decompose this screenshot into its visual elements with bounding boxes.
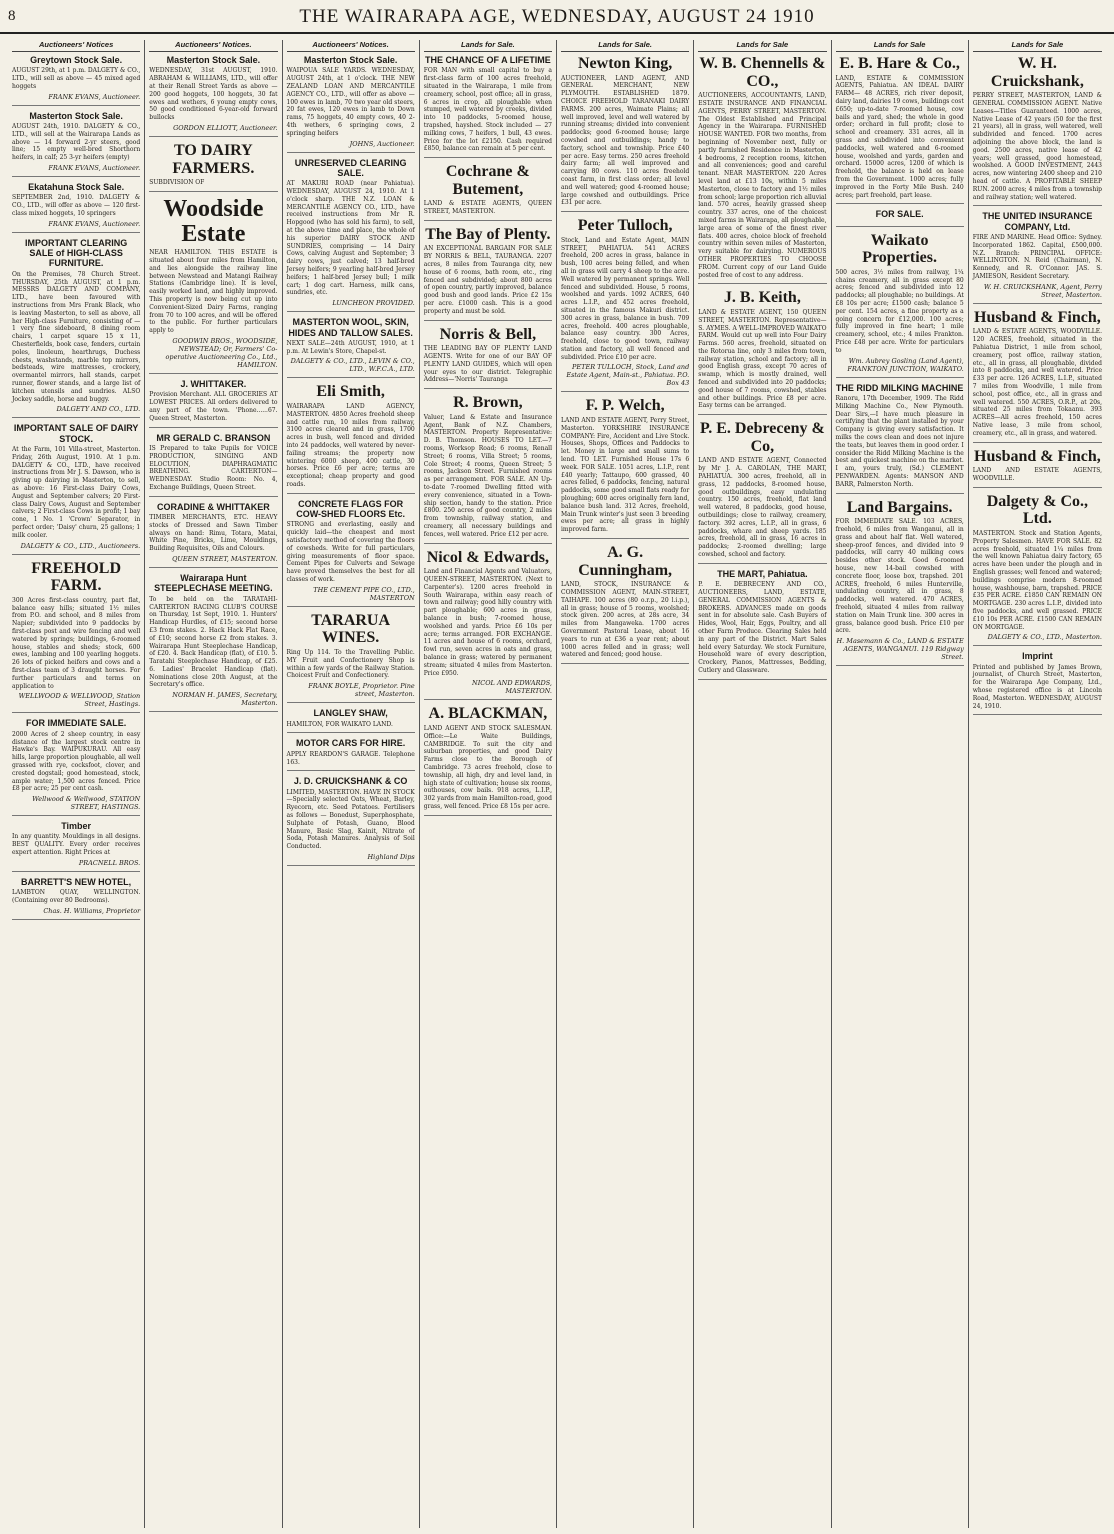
ad-signature: GOODWIN BROS., WOODSIDE, NEWSTEAD; Or, Farmers' Co-operative Auctioneering Co., Ltd., HAMILTON. bbox=[165, 337, 278, 370]
ad-heading: The Bay of Plenty. bbox=[425, 225, 551, 243]
ad-body: LAND, ESTATE & COMMISSION AGENTS, Pahiatua. AN IDEAL DAIRY FARM— 48 ACRES, rich river deposit, dairy land, dairies 19 cows, buildings cost £650; up-to-date 7-roomed house, cow bails and yard, shed; the whole in good order; orchard in full profit; close to school and creamery. 331 acres, all in grass and subdivided into convenient paddocks, well watered and 6-roomed house, woolshed and yards, garden and orchard. 15000 acres, 1200 of which is freehold, the balance is held on lease from the Government. 1000 acres; fully improved in the Forty Mile Bush. 240 acres; part freehold, part lease. bbox=[835, 74, 964, 199]
ad-body: SEPTEMBER 2nd, 1910. DALGETY & CO., LTD., will offer as above — 120 first-class mixed hoggets, 10 springers bbox=[12, 194, 141, 217]
ad-body: 2000 Acres of 2 sheep country, in easy distance of the largest stock centre in Hawke's Bay. WAIPUKURAU. All easy hills, large proportion ploughable, all well grassed with rye, cocksfoot, clover, and crested dogstail; good homestead, stock, ample water; 1,500 acres fenced. Price £8 per acre; 25 per cent cash. bbox=[12, 730, 141, 793]
ad-heading: Masterton Stock Sale. bbox=[166, 55, 261, 65]
ad-body: STRONG and everlasting, easily and quickly laid—the cheapest and most satisfactory method of covering the floors of cowsheds. Write for full particulars, giving measurements of floor space. Cement Pipes for Culverts and Sewage have proved themselves the best for all classes of work. bbox=[286, 521, 415, 584]
ad-signature: FRANK EVANS, Auctioneer. bbox=[48, 219, 141, 228]
ad-body: LAND, STOCK, INSURANCE & COMMISSION AGENT, MAIN-STREET, TAIHAPE. 100 acres (80 o.r.p., 20 l.i.p.), all in grass; house of 5 rooms, woolshed; stock given. 200 acres, at 28s acre, 34 miles from Mangaweka. 1700 acres Government Pastoral Lease, about 16 years to run at £36 a year rent; about 1000 acres felled and in grass; well watered and fenced; good house. bbox=[561, 581, 690, 659]
ad-signature: H. Masemann & Co., LAND & ESTATE AGENTS, WANGANUI. 119 Ridgway Street. bbox=[836, 637, 964, 662]
newspaper-columns bbox=[8, 40, 1106, 1528]
newspaper-title: THE WAIRARAPA AGE, WEDNESDAY, AUGUST 24 1910 bbox=[299, 6, 815, 27]
ad-heading: J. B. Keith, bbox=[723, 289, 801, 307]
advertisement bbox=[287, 499, 415, 607]
ad-body: FOR MAN with small capital to buy a first-class farm of 100 acres freehold, situated in the Wairarapa, 1 mile from creamery, school, post office; all in grass, 6 acres in crop, all ploughable when stumped, well watered by creeks, divided into 10 paddocks, 5-roomed house, trapshed, hayshed. Stock included — 27 milking cows, 7 heifers, 1 bull, 43 ewes. Price for the lot £2150. Cash required £850, balance can remain at 5 per cent. bbox=[423, 67, 552, 153]
advertisement bbox=[12, 55, 140, 106]
advertisement bbox=[561, 397, 689, 539]
ad-heading: Woodside Estate bbox=[163, 195, 264, 248]
ad-heading: A. BLACKMAN, bbox=[428, 705, 548, 723]
ad-body: LAND AND ESTATE AGENTS, WOODVILLE. bbox=[972, 467, 1102, 482]
ad-signature: Chas. H. Williams, Proprietor bbox=[43, 906, 141, 915]
ad-signature: LUNCHEON PROVIDED. bbox=[332, 299, 415, 308]
advertisement bbox=[149, 502, 277, 568]
advertisement bbox=[287, 708, 415, 733]
ad-heading: Dalgety & Co., Ltd. bbox=[986, 492, 1089, 528]
ad-body: AN EXCEPTIONAL BARGAIN FOR SALE BY NORRIS & BELL, TAURANGA. 2207 acres, 8 miles from Tauranga city, new house of 6 rooms, bath room, etc., ring fenced and subdivided; about 800 acres of open country, partly improved, balance good bush and good lands. Price £2 15s per acre. £1000 cash. This is a good property and must be sold. bbox=[423, 245, 552, 315]
column-header: Lands for Sale bbox=[698, 40, 826, 52]
ad-body: On the Premises, 78 Church Street. THURSDAY, 25th AUGUST, at 1 p.m. MESSRS DALGETY AND COMPANY, LTD., have been favoured with instructions from Mrs Frank Black, who is leaving Masterton, to sell as above, all her High-class Furniture, consisting of — 1 very fine sideboard, 8 dining room chairs, 1 carpet square 15 x 11, Chesterfields, book case, fenders, curtain poles, linoleum, hearthrugs, Duchess chests, washstands, marble top mirrors, bedsteads, wire mattresses, crockery, overmantel mirrors, hall stands, carpet runner, flower stands, and a large list of kitchen utensils and sundries. ALSO Jockey saddle, horse and buggy. bbox=[12, 270, 141, 403]
advertisement bbox=[973, 651, 1102, 715]
ad-signature: THE CEMENT PIPE CO., LTD., MASTERTON bbox=[313, 585, 415, 602]
ad-body: AT MAKURI ROAD (near Pahiatua). WEDNESDAY, AUGUST 24, 1910. At 1 o'clock sharp. THE N.Z. LOAN & MERCANTILE AGENCY CO., LTD., have received instructions from Mr R. Hopgood (who has sold his farm), to sell, at the above time and place, the whole of his superior DAIRY STOCK AND SUNDRIES, comprising — 14 Dairy Cows, calving August and September; 3 dairy cows, just calved; 13 half-bred Jersey heifers; 9 yearling half-bred Jersey heifers; 1 half-bred Jersey bull; 1 milk cart; 1 dog cart. Harness, milk cans, sundries, etc. bbox=[286, 180, 415, 297]
ad-heading: THE CHANCE OF A LIFETIME bbox=[424, 55, 551, 65]
advertisement bbox=[12, 821, 140, 872]
ad-body: Printed and published by James Brown, journalist, of Church Street, Masterton, for the Wairarapa Age Company, Ltd., whose registered office is at Lincoln Road, Masterton. WEDNESDAY, AUGUST 24, 1910. bbox=[972, 663, 1102, 710]
ad-signature: W. H. CRUICKSHANK, Agent, Perry Street, Masterton. bbox=[983, 282, 1102, 299]
ad-body: At the Farm, 101 Villa-street, Masterton. Friday, 26th August, 1910. At 1 p.m. DALGETY & CO., LTD., have received instructions from Mr J. S. Dawson, who is giving up dairying in Masterton, to sell, as above: 16 First-class Dairy Cows, August and September calvers; 20 First-class Dairy Cows, August and September calvers; 2 First-class Cows in profit; 1 bay cone, 1 No. 1 'Crown' Separator, in perfect order; 'Daisy' churn, 25 gallons; 1 milk cooler. bbox=[12, 446, 141, 539]
column-header: Auctioneers' Notices bbox=[12, 40, 140, 52]
ad-heading: Waikato Properties. bbox=[862, 231, 938, 267]
advertisement bbox=[12, 423, 140, 554]
ad-body: Provision Merchant. ALL GROCERIES AT LOWEST PRICES. All orders delivered to any part of the town. 'Phone......67. Queen Street, Masterton. bbox=[149, 391, 278, 422]
ad-signature: QUEEN STREET, MASTERTON. bbox=[172, 555, 278, 564]
ad-signature: FRANK EVANS, Auctioneer. bbox=[48, 164, 141, 173]
ad-body: P. E. DEBRECENY AND CO., AUCTIONEERS, LAND, ESTATE, GENERAL COMMISSION AGENTS & BROKERS. ADVANCES made on goods sent in for absolute sale. Cash Buyers of Hides, Wool, Hair, Eggs, Poultry, and all other Farm Produce. Clearing Sales held in any part of the District. Mart Sales held every Saturday. We stock Furniture, Household ware of every description, Crockery, Pianos, Mattresses, Bedding, Cutlery and Glassware. bbox=[698, 581, 827, 674]
ad-body: NEXT SALE—24th AUGUST, 1910, at 1 p.m. At Lewin's Store, Chapel-st. bbox=[286, 339, 415, 355]
advertisement bbox=[287, 383, 415, 493]
ad-heading: E. B. Hare & Co., bbox=[839, 55, 960, 72]
ad-signature: Wellwood & Wellwood, STATION STREET, HASTINGS. bbox=[32, 795, 141, 812]
advertisement bbox=[287, 738, 415, 771]
advertisement bbox=[12, 182, 140, 233]
column-1 bbox=[8, 40, 145, 1528]
ad-heading: THE UNITED INSURANCE COMPANY, Ltd. bbox=[982, 211, 1093, 232]
ad-heading: Greytown Stock Sale. bbox=[30, 55, 123, 65]
ad-signature: DALGETY & CO., LTD., Auctioneers. bbox=[20, 541, 141, 550]
ad-heading: Nicol & Edwards, bbox=[426, 548, 549, 566]
ad-signature: DALGETY & CO., LTD., LEVIN & CO., LTD., W.F.C.A., LTD. bbox=[290, 357, 415, 374]
ad-signature: GORDON ELLIOTT, Auctioneer. bbox=[173, 123, 278, 132]
ad-body: THE LEADING BAY OF PLENTY LAND AGENTS. Write for one of our BAY OF PLENTY LAND GUIDES, which will open your eyes to our district. Telegraphic Address—'Norris' Tauranga bbox=[423, 345, 552, 384]
ad-body: AUCTIONEER, LAND AGENT, AND GENERAL MERCHANT, NEW PLYMOUTH. ESTABLISHED 1879. CHOICE FREEHOLD TARANAKI DAIRY FARMS. 200 acres, Waimate Plains; all well improved, level and well watered by running streams; divided into convenient paddocks; good 6-roomed house; large cowshed and outbuildings; handy to factory, school and township. Price £40 per acre. Easy terms. 250 acres freehold dairy farm; all well improved and carrying 80 cows. 110 acres freehold coast farm, in first class order; all level and well watered; good 4-roomed house; large cowshed and outbuildings. Price £31 per acre. bbox=[561, 74, 690, 207]
ad-heading: P. E. Debreceny & Co, bbox=[699, 420, 825, 455]
ad-body: In any quantity. Mouldings in all designs. BEST QUALITY. Every order receives expert attention. Right Prices at bbox=[12, 833, 141, 857]
ad-body: Valuer, Land & Estate and Insurance Agent, Bank of N.Z. Chambers, MASTERTON. Property Representative: D. B. Thomson. HOUSES TO LET.—7 rooms, Worksop Road; 6 rooms, Renall Street; 6 rooms, Villa Street; 5 rooms, Cole Street; 4 rooms, Queen Street; 5 rooms, Jackson Street. Furnished rooms as per arrangement. FOR SALE. AN Up-to-date 7-roomed Dwelling fitted with every convenience, situated in a Town-ship section, handy to the station. Price £800. 250 acres of good country, 2 miles from township, railway station, and creamery, all necessary buildings and fences, well watered. Price £12 per acre. bbox=[423, 413, 552, 538]
ad-heading: LANGLEY SHAW, bbox=[313, 708, 388, 719]
advertisement bbox=[561, 55, 689, 212]
ad-heading: J. D. CRUICKSHANK & CO bbox=[293, 776, 408, 787]
column-header: Lands for Sale. bbox=[561, 40, 689, 52]
advertisement bbox=[836, 499, 964, 667]
ad-heading: THE MART, Pahiatua. bbox=[717, 568, 808, 579]
advertisement bbox=[836, 232, 964, 378]
ad-heading: BARRETT'S NEW HOTEL, bbox=[21, 876, 132, 887]
column-header: Auctioneers' Notices. bbox=[149, 40, 277, 52]
ad-body: Stock, Land and Estate Agent, MAIN STREET, PAHIATUA. 541 ACRES freehold, 200 acres in grass, balance in bush, 100 acres being felled, and when all in grass will carry 4 sheep to the acre. Well watered by permanent springs. Well fenced and subdivided. House, 5 rooms, woolshed and yards. 1092 ACRES, 640 acres L.I.P., and 452 acres freehold, situated in the famous Makuri district. 300 acres in grass, balance in bush. 709 acres, freehold. 400 acres ploughable, balance easy country. 300 Acres, freehold, close to good town, railway station and factory, all well fenced and subdivided. Price £10 per acre. bbox=[561, 236, 690, 361]
ad-body: NEAR HAMILTON. THIS ESTATE is situated about four miles from Hamilton, and lies alongside the railway line between Newstead and Matangi Railway Stations (Cambridge line). It is level, easily worked land, and highly improved. This property is now being cut up into Convenient-Sized Dairy Farms, ranging from 70 to 100 acres, and will be offered to the public. For further particulars apply to bbox=[149, 249, 278, 335]
ad-signature: NICOL AND EDWARDS, MASTERTON. bbox=[472, 679, 552, 696]
ad-body: WAIRARAPA LAND AGENCY, MASTERTON. 4850 Acres freehold sheep and cattle run, 10 miles from railway, 3100 acres cleared and in grass, 1700 acres in bush, well fenced and divided into 24 paddocks, well watered by never-failing streams; the property now wintering 6000 sheep, 400 cattle, 30 horses. Price £6 per acre; terms are exceptional; cheap property and good roads. bbox=[286, 403, 415, 488]
ad-body: MASTERTON. Stock and Station Agents, Property Salesmen. HAVE FOR SALE. 82 acres freehold, situated 1¼ miles from the well known Pahiatua dairy factory, 65 acres have been under the plough and in English grasses; well fenced and watered; buildings comprise modern 8-roomed house, washhouse, barn, trapshed. PRICE £35 PER ACRE. £1850 CAN REMAIN ON MORTGAGE. 230 acres L.I.P., divided into five paddocks, and well grassed. PRICE £10 10s PER ACRE. £1500 CAN REMAIN ON MORTGAGE. bbox=[972, 529, 1102, 631]
ad-signature: PETER TULLOCH, Stock, Land and Estate Agent, Main-st., Pahiatua. P.O. Box 43 bbox=[566, 363, 690, 388]
ad-signature: NORMAN H. JAMES, Secretary, Masterton. bbox=[172, 691, 278, 708]
advertisement bbox=[424, 226, 552, 321]
ad-body: SUBDIVISION OF bbox=[149, 179, 205, 187]
advertisement bbox=[287, 55, 415, 153]
advertisement bbox=[287, 158, 415, 313]
advertisement bbox=[149, 433, 277, 497]
ad-heading: Ekatahuna Stock Sale. bbox=[28, 182, 125, 193]
advertisement bbox=[698, 569, 826, 680]
advertisement bbox=[12, 560, 140, 714]
advertisement bbox=[424, 394, 552, 543]
column-8 bbox=[969, 40, 1106, 1528]
ad-signature: FRANK EVANS, Auctioneer. bbox=[48, 92, 141, 101]
ad-body: HAMILTON, FOR WAIKATO LAND. bbox=[286, 720, 393, 728]
advertisement bbox=[424, 326, 552, 390]
ad-heading: J. WHITTAKER. bbox=[180, 379, 247, 390]
advertisement bbox=[149, 379, 277, 428]
column-header: Lands for Sale bbox=[973, 40, 1102, 52]
ad-body: LAMBTON QUAY, WELLINGTON. (Containing over 80 Bedrooms). bbox=[12, 889, 141, 904]
advertisement bbox=[973, 55, 1102, 206]
ad-body: LIMITED, MASTERTON. HAVE IN STOCK—Specially selected Oats, Wheat, Barley, Ryecorn, etc. Seed Potatoes. Fertilisers as follows — Bonedust, Superphosphate, Sulphate of Potash, Guano, Blood Manure, Basic Slag, Kainit, Nitrate of Soda, Potash Manures. Analysis of Soil Conducted. bbox=[286, 788, 415, 851]
advertisement bbox=[424, 705, 552, 815]
advertisement bbox=[836, 55, 964, 204]
ad-heading: FOR IMMEDIATE SALE. bbox=[25, 718, 127, 729]
advertisement bbox=[561, 544, 689, 664]
ad-signature: JOHNS, Auctioneer. bbox=[349, 139, 415, 148]
column-5 bbox=[557, 40, 694, 1528]
column-header: Lands for Sale bbox=[836, 40, 964, 52]
ad-signature: Highland Dips bbox=[367, 853, 415, 862]
ad-body: Ranoru, 17th December, 1909. The Ridd Milking Machine Co., New Plymouth. Dear Sirs,—I have much pleasure in certifying that the plant installed by your Company is giving every satisfaction. It milks the cows clean and does not injure the teats, but leaves them in good order. I consider the Ridd Milking Machine is the best and quickest machine on the market. I am, yours truly, (Sd.) CLEMENT PENWARDEN. Agents: MANSON AND BARR, Palmerston North. bbox=[835, 394, 964, 488]
ad-signature: FRANK BOYLE, Proprietor. Pine street, Masterton. bbox=[308, 682, 415, 699]
ad-signature: DALGETY AND CO., LTD. bbox=[56, 405, 141, 414]
advertisement bbox=[698, 55, 826, 284]
ad-heading: Timber bbox=[61, 821, 92, 832]
advertisement bbox=[836, 209, 964, 226]
ad-signature: DALGETY & CO., LTD., Masterton. bbox=[987, 633, 1102, 642]
ad-heading: F. P. Welch, bbox=[585, 397, 665, 415]
advertisement bbox=[149, 197, 277, 374]
ad-heading: CORADINE & WHITTAKER bbox=[156, 501, 270, 512]
ad-body: FOR IMMEDIATE SALE. 103 ACRES, freehold, 6 miles from Wanganui, all in grass and about half flat. Well watered, sheep-proof fences, and divided into 9 paddocks, will carry 40 milking cows besides other stock. Good 6-roomed house, new 14-bail cowshed with concrete floor, loose box, trapshed. 201 ACRES, freehold, 6 miles Hunterville, undulating country, all in grass, 8 paddocks, well watered. 470 ACRES, freehold, situated 4 miles from railway station on Main Trunk line. 300 acres in grass, balance good bush. Price £10 per acre. bbox=[835, 518, 964, 635]
advertisement bbox=[12, 877, 140, 920]
advertisement bbox=[287, 612, 415, 703]
ad-heading: UNRESERVED CLEARING SALE. bbox=[294, 157, 407, 178]
advertisement bbox=[973, 211, 1102, 303]
ad-heading: Masterton Stock Sale. bbox=[303, 55, 398, 65]
ad-heading: W. H. Cruickshank, bbox=[990, 55, 1084, 90]
advertisement bbox=[149, 55, 277, 137]
ad-body: 500 acres, 3½ miles from railway, 1¼ chains creamery, all in grass except 80 acres; fenced and subdivided into 12 paddocks; all ploughable; no buildings. At £8 10s per acre; £1500 cash; balance 5 per cent. 154 acres, a fine property as a going concern for £12,000. 100 acres; fully improved in fine heart; 1 mile creamery, school, etc.; 4 miles Frankton. Price £48 per acre. Write for particulars to bbox=[835, 268, 964, 354]
ad-body: AUCTIONEERS, ACCOUNTANTS, LAND, ESTATE INSURANCE AND FINANCIAL AGENTS, PERRY STREET, MASTERTON. The Oldest Established and Principal Agency in the Wairarapa. FURNISHED HOUSE WANTED. FOR two months, from beginning of November next, fully or partly furnished Residence in Masterton, 4 bedrooms, 2 reception rooms, kitchen and all conveniences; good and careful tenant. NEAR MASTERTON. 220 Acres level land at £13 10s, within 5 miles Masterton, close to factory and 1½ miles from school; large proportion rich alluvial land. 570 acres, heavily grassed sheep country. 337 acres, one of the choicest mixed farms in Wairarapa, all ploughable, large area of some of the finest river flats. 400 acres, choice block of freehold country within seven miles of Masterton, very suitable for dairying. NUMEROUS OTHER PROPERTIES TO CHOOSE FROM. Current copy of our Land Guide posted free of cost to any address. bbox=[698, 92, 827, 279]
advertisement bbox=[698, 420, 826, 564]
masthead bbox=[0, 0, 1114, 34]
ad-body: Land and Financial Agents and Valuators, QUEEN-STREET, MASTERTON. (Next to Carpenter's). 1200 acres freehold in South Wairarapa, within easy reach of town and railway; good hilly country with part ploughable; 600 acres in grass, balance in bush; 7-roomed house, woolshed and yards. Price £6 10s per acre; terms arranged. FOR EXCHANGE. 11 acres and house of 6 rooms, orchard, fowl run, seven acres in oats and grass, balance in grass; watered by permanent stream; situated 4 miles from Masterton. Price £950. bbox=[423, 568, 552, 677]
ad-body: WAIPOUA SALE YARDS. WEDNESDAY, AUGUST 24th, at 1 o'clock. THE NEW ZEALAND LOAN AND MERCANTILE AGENCY CO., LTD., will offer as above — 100 ewes in lamb, 70 two year old steers, 20 fat ewes, 120 ewes in lamb to Down rams, 75 hoggets, 40 empty cows, 40 2-4th wethers, 6 springing cows, 2 springing heifers bbox=[286, 67, 415, 137]
column-4 bbox=[420, 40, 557, 1528]
ad-heading: Newton King, bbox=[578, 55, 673, 72]
ad-body: LAND & ESTATE AGENTS, QUEEN STREET, MASTERTON. bbox=[423, 200, 552, 216]
ad-heading: Norris & Bell, bbox=[439, 325, 537, 343]
advertisement bbox=[973, 309, 1102, 443]
ad-body: LAND & ESTATE AGENT, 150 QUEEN STREET, MASTERTON. Representative—S. AYMES. A WELL-IMPROVED WAIKATO FARM. Would cut up well into Four Dairy Farms. 560 acres, freehold, situated on the Rotorua line, only 3 miles from town, railway station, school and factory; all in good English grass, except 70 acres of swamp, which is mostly drained, well fenced and subdivided into 20 paddocks; good house of 7 rooms, cowshed, stables and other buildings. Price £8 per acre. Easy terms can be arranged. bbox=[698, 308, 827, 410]
advertisement bbox=[698, 289, 826, 415]
advertisement bbox=[424, 549, 552, 701]
ad-heading: FREEHOLD FARM. bbox=[31, 559, 122, 595]
ad-heading: MASTERTON WOOL, SKIN, HIDES AND TALLOW SALES. bbox=[288, 317, 413, 338]
ad-heading: W. B. Chennells & CO., bbox=[699, 55, 826, 90]
ad-heading: Wairarapa Hunt STEEPLECHASE MEETING. bbox=[154, 573, 273, 594]
ad-heading: TO DAIRY FARMERS. bbox=[172, 141, 255, 177]
ad-heading: Imprint bbox=[1022, 651, 1053, 662]
advertisement bbox=[424, 163, 552, 221]
column-header: Lands for Sale. bbox=[424, 40, 552, 52]
ad-signature: Wm. Aubrey Gosling (Land Agent), FRANKTON JUNCTION, WAIKATO. bbox=[847, 356, 964, 373]
ad-signature: PRACNELL BROS. bbox=[78, 858, 141, 867]
ad-body: PERRY STREET, MASTERTON, LAND & GENERAL COMMISSION AGENT. Native Leases—Titles Guaranteed. 1000 acres, Native Lease of 42 years (50 for the first 21 years), all in grass, well watered, well subdivided and fenced. 1700 acres adjoining the above block, the land is good. 2500 acres, native lease of 42 years; well grassed, good homestead, woolshed. A GOOD INVESTMENT, 2443 acres, now wintering 2400 sheep and 210 head of cattle. A PROFITABLE SHEEP RUN. 2000 acres; 4 miles from a township and railway station; well watered. bbox=[972, 92, 1102, 201]
column-3 bbox=[283, 40, 420, 1528]
ad-heading: Husband & Finch, bbox=[974, 308, 1101, 326]
ad-heading: Cochrane & Butement, bbox=[445, 163, 530, 198]
ad-body: AUGUST 24th, 1910. DALGETY & CO., LTD., will sell at the Wairarapa Lands as above — 14 forward 2-yr steers, good line; 15 empty well-bred Shorthorn heifers, in calf; 25 3-yr heifers (empty) bbox=[12, 123, 141, 162]
advertisement bbox=[149, 573, 277, 712]
ad-heading: Husband & Finch, bbox=[974, 447, 1101, 465]
ad-body: AUGUST 29th, at 1 p.m. DALGETY & CO., LTD., will sell as above — 45 mixed aged hoggets bbox=[12, 67, 141, 90]
ad-body: WEDNESDAY, 31st AUGUST, 1910. ABRAHAM & WILLIAMS, LTD., will offer at their Renall Street Yards as above — 200 good hoggets, 100 hoggets, 30 fat ewes and wethers, 6 young empty cows, 50 good conditioned 6-year-old forward bullocks bbox=[149, 67, 278, 122]
column-header: Auctioneers' Notices. bbox=[287, 40, 415, 52]
advertisement bbox=[149, 142, 277, 192]
ad-body: LAND AGENT AND STOCK SALESMAN. Office:—Le Waite Buildings, CAMBRIDGE. To suit the city and suburban properties, and good Dairy Farms close to the Borough of Cambridge. 73 acres freehold, close to township, all high, dry and level land, in high state of cultivation; house six rooms, outhouses, cow bails. 918 acres, L.I.P., 302 yards from main Hamilton-road, good grass, well fenced. Price £8 15s per acre. bbox=[423, 724, 552, 810]
advertisement bbox=[287, 776, 415, 866]
advertisement bbox=[973, 493, 1102, 647]
ad-heading: THE RIDD MILKING MACHINE bbox=[835, 382, 964, 393]
ad-signature: WELLWOOD & WELLWOOD, Station Street, Hastings. bbox=[18, 692, 141, 709]
ad-body: IS Prepared to take Pupils for VOICE PRODUCTION, SINGING AND ELOCUTION, DIAPHRAGMATIC BREATHING. CARTERTON—WEDNESDAY. Studio Room: No. 4, Exchange Buildings, Queen Street. bbox=[149, 444, 278, 491]
ad-heading: Masterton Stock Sale. bbox=[29, 110, 123, 121]
ad-heading: IMPORTANT CLEARING SALE of HIGH-CLASS FURNITURE. bbox=[24, 237, 128, 269]
page-number: 8 bbox=[8, 8, 16, 24]
ad-heading: MR GERALD C. BRANSON bbox=[156, 432, 271, 443]
ad-heading: CONCRETE FLAGS FOR COW-SHED FLOORS Etc. bbox=[296, 498, 406, 520]
ad-body: To be held on the TARATAHI-CARTERTON RACING CLUB'S COURSE on Thursday, 1st Sept, 1910. 1. Hunters' Handicap Hurdles, of £15; second horse £3 from stakes. 2. Hack Hack Flat Race, of £10; second horse £2 from stakes. 3. Wairarapa Hunt Steeplechase Handicap, of £20. 4. Back Handicap (flat), of £10. 5. Taratahi Steeplechase Handicap, of £25. 6. Ladies' Bracelet Handicap (flat). Nominations close 20th August, at the Secretary's office. bbox=[149, 595, 278, 689]
advertisement bbox=[561, 217, 689, 392]
ad-heading: FOR SALE. bbox=[875, 209, 924, 220]
advertisement bbox=[12, 111, 140, 177]
ad-heading: Land Bargains. bbox=[846, 498, 953, 516]
column-2 bbox=[145, 40, 282, 1528]
ad-body: APPLY REARDON'S GARAGE. Telephone 163. bbox=[286, 750, 415, 766]
ad-body: LAND AND ESTATE AGENT, Perry Street, Masterton. YORKSHIRE INSURANCE COMPANY: Fire, Accident and Live Stock. Houses, Shops, Offices and Paddocks to let. Money in large and small sums to lend. TO LET. Furnished House 17s 6 week. FOR SALE. 1051 acres, L.I.P., rent £40 yearly; Tattaupo, 600 grassed, 40 acres felled, 6 paddocks, fencing, natural paddocks, some good small flats ready for ploughing; 600 acres originally fern land, balance bush land. 312 Acres, freehold, Main Trunk winter's just seen 3 breeding ewes per acre; all grass in highly improved farm. bbox=[561, 417, 690, 534]
ad-heading: A. G. Cunningham, bbox=[578, 544, 673, 579]
ad-heading: MOTOR CARS FOR HIRE. bbox=[295, 738, 406, 749]
ad-heading: Peter Tulloch, bbox=[577, 217, 673, 235]
advertisement bbox=[424, 55, 552, 158]
advertisement bbox=[836, 383, 964, 494]
advertisement bbox=[12, 718, 140, 816]
column-6 bbox=[694, 40, 831, 1528]
ad-body: TIMBER MERCHANTS, ETC. HEAVY stocks of Dressed and Sawn Timber always on hand: Rimu, Totara, Matai, White Pine, Bricks, Lime, Mouldings, Building Requisites, Oils and Colours. bbox=[149, 514, 278, 553]
ad-heading: IMPORTANT SALE OF DAIRY STOCK. bbox=[13, 423, 139, 444]
ad-body: LAND AND ESTATE AGENT, Connected by Mr J. A. CAROLAN, THE MART, PAHIATUA. 300 acres, freehold, all in grass, 12 paddocks, 8-roomed house, good outbuildings, easy undulating country. 150 acres, freehold, flat land well watered, 8 paddocks, good house, outbuildings; close to railway, creamery, factory. 392 acres, L.I.P., all in grass, 6 paddocks, whare and sheep yards. 185 acres, freehold, all in grass, 16 acres in paddocks; 2-roomed dwelling; large cowshed, school and factory. bbox=[698, 457, 827, 559]
column-7 bbox=[832, 40, 969, 1528]
ad-heading: R. Brown, bbox=[453, 394, 523, 412]
ad-heading: TARARUA WINES. bbox=[311, 611, 391, 647]
ad-heading: Eli Smith, bbox=[316, 383, 385, 401]
ad-body: 300 Acres first-class country, part flat, balance easy hills; situated 1½ miles from P.O. and school, and 8 miles from Napier; subdivided into 9 paddocks by first-class post and wire fencing and well watered by springs; buildings, 6-roomed house, stables and sheds; stock, 600 ewes, lambing and 100 yearling hoggets. 26 lots of picked heifers and cows and a first-class team of 3 draught horses. For further particulars and terms on application to bbox=[12, 596, 141, 690]
ad-body: FIRE AND MARINE. Head Office: Sydney. Incorporated 1862. Capital, £500,000. N.Z. Branch: PRINCIPAL OFFICE: WELLINGTON. N. Reid (Chairman), N. Kennedy, and R. O'Connor. JAS. S. JAMIESON, Resident Secretary. bbox=[972, 234, 1102, 281]
advertisement bbox=[973, 448, 1102, 488]
advertisement bbox=[287, 317, 415, 378]
ad-body: Ring Up 114. To the Travelling Public. MY Fruit and Confectionery Shop is within a few yards of the Railway Station. Choicest Fruit and Confectionery. bbox=[286, 649, 415, 680]
ad-body: LAND & ESTATE AGENTS, WOODVILLE. 120 ACRES, freehold, situated in the Pahiatua District, 1 mile from school, creamery, post office, railway station, etc., all in grass, all ploughable, divided into 8 paddocks, and well watered. Price £33 per acre. 126 ACRES, L.I.P., situated 7 miles from Woodville, 1 mile from school, post office, etc., all in grass and well watered. 550 ACRES, O.R.P., at 20s, situated 25 miles from Tokaanu. 393 ACRES—All acres freehold, 150 acres Native lease, 3 mile from school, creamery, etc., all in grass, and watered. bbox=[972, 328, 1102, 437]
advertisement bbox=[12, 238, 140, 419]
